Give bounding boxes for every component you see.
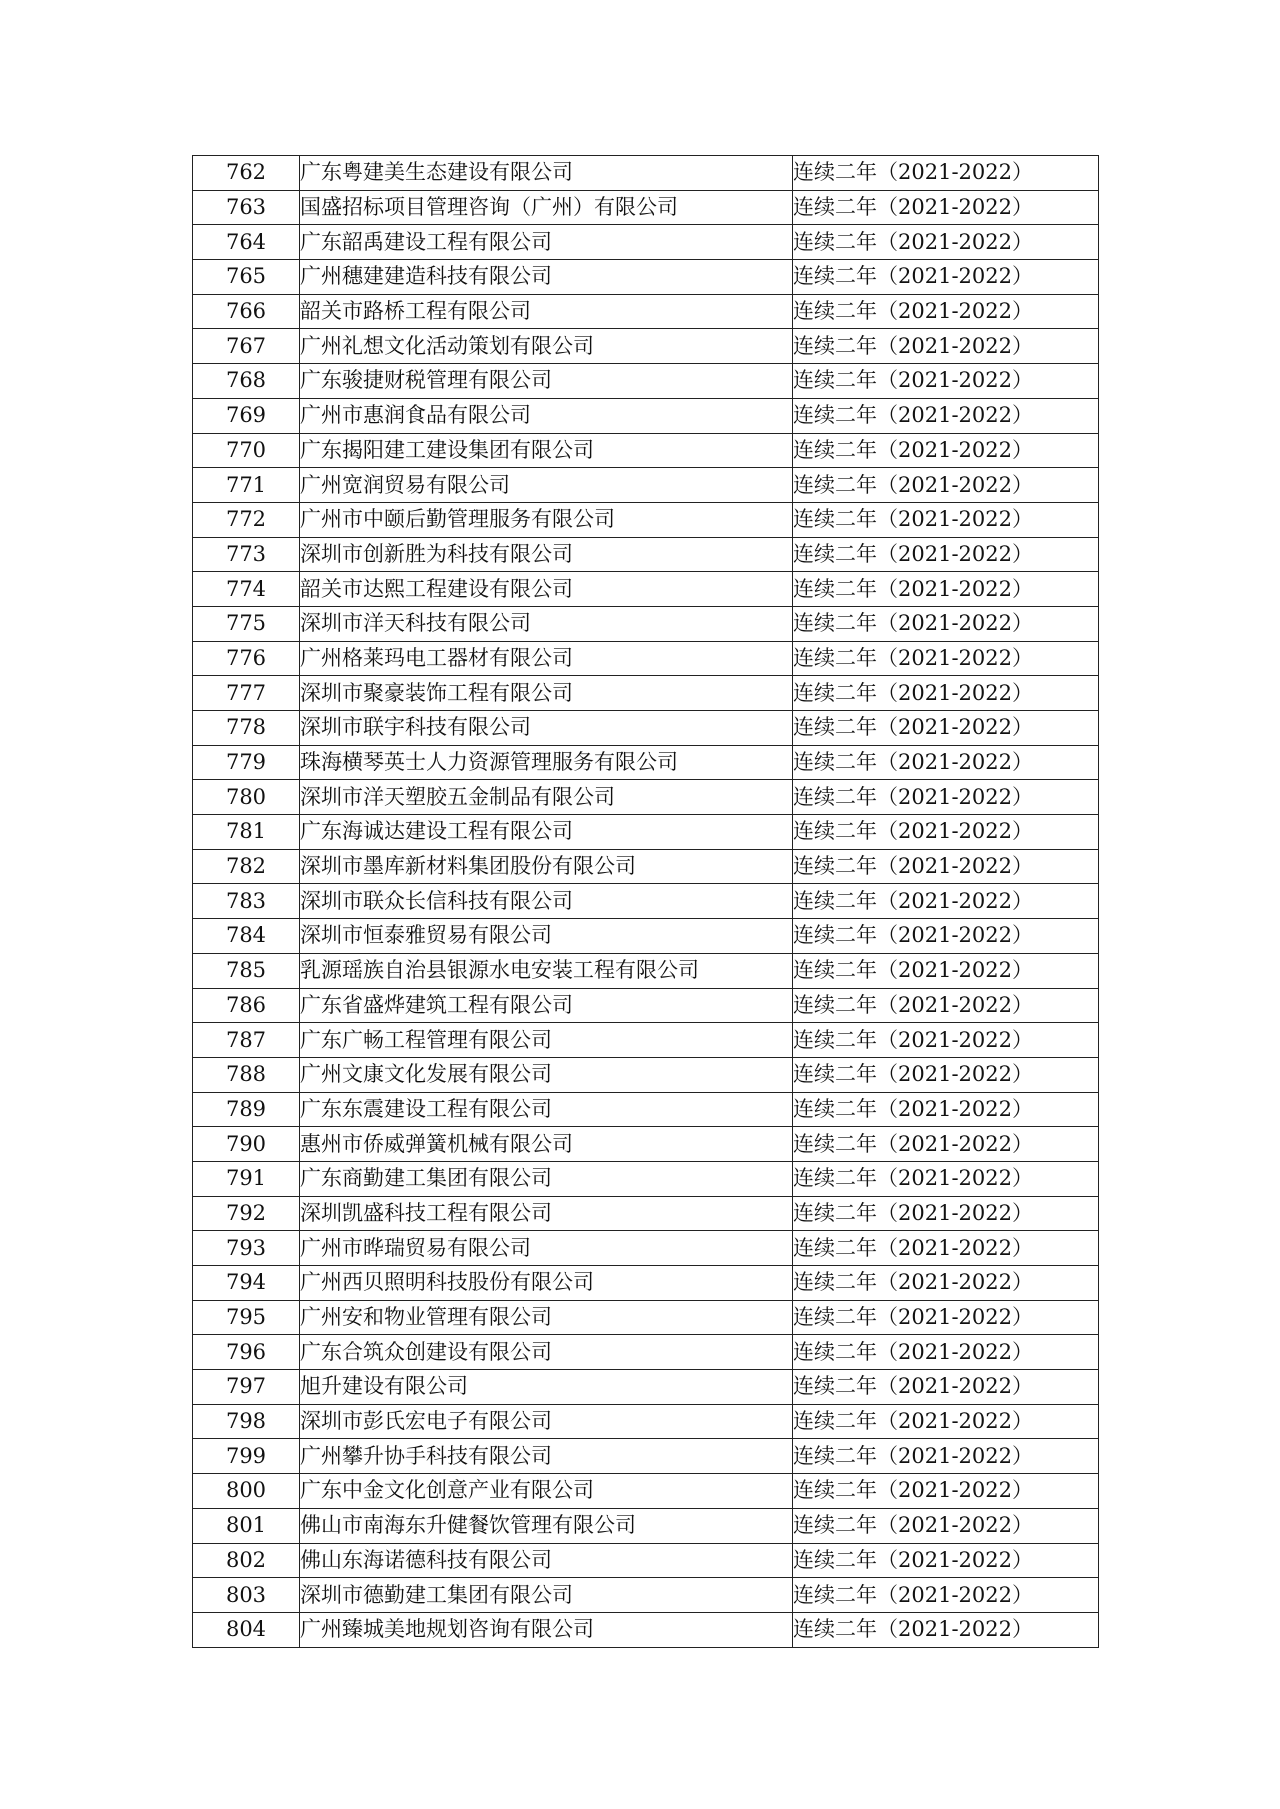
status-text: 连续二年（2021-2022）	[793, 606, 1099, 641]
company-name: 深圳市墨库新材料集团股份有限公司	[300, 849, 793, 884]
company-name: 广东合筑众创建设有限公司	[300, 1335, 793, 1370]
company-name: 广州宽润贸易有限公司	[300, 468, 793, 503]
status-text: 连续二年（2021-2022）	[793, 953, 1099, 988]
row-number: 802	[193, 1543, 300, 1578]
table-row	[193, 1231, 1099, 1266]
table-row	[193, 1439, 1099, 1474]
table-row	[193, 1578, 1099, 1613]
row-number: 763	[193, 190, 300, 225]
table-row	[193, 1057, 1099, 1092]
company-name: 深圳凯盛科技工程有限公司	[300, 1196, 793, 1231]
status-text: 连续二年（2021-2022）	[793, 815, 1099, 850]
status-text: 连续二年（2021-2022）	[793, 919, 1099, 954]
status-text: 连续二年（2021-2022）	[793, 364, 1099, 399]
table-row	[193, 676, 1099, 711]
table-row	[193, 919, 1099, 954]
row-number: 767	[193, 329, 300, 364]
company-name: 广东商勤建工集团有限公司	[300, 1161, 793, 1196]
status-text: 连续二年（2021-2022）	[793, 1266, 1099, 1301]
status-text: 连续二年（2021-2022）	[793, 780, 1099, 815]
table-row	[193, 190, 1099, 225]
status-text: 连续二年（2021-2022）	[793, 884, 1099, 919]
status-text: 连续二年（2021-2022）	[793, 1161, 1099, 1196]
status-text: 连续二年（2021-2022）	[793, 433, 1099, 468]
company-name: 广东省盛烨建筑工程有限公司	[300, 988, 793, 1023]
table-row	[193, 537, 1099, 572]
row-number: 796	[193, 1335, 300, 1370]
table-row	[193, 294, 1099, 329]
status-text: 连续二年（2021-2022）	[793, 294, 1099, 329]
company-name: 深圳市德勤建工集团有限公司	[300, 1578, 793, 1613]
status-text: 连续二年（2021-2022）	[793, 398, 1099, 433]
table-row	[193, 433, 1099, 468]
row-number: 788	[193, 1057, 300, 1092]
status-text: 连续二年（2021-2022）	[793, 1543, 1099, 1578]
status-text: 连续二年（2021-2022）	[793, 225, 1099, 260]
table-row	[193, 1092, 1099, 1127]
table-row	[193, 1127, 1099, 1162]
status-text: 连续二年（2021-2022）	[793, 1404, 1099, 1439]
table-row	[193, 1300, 1099, 1335]
status-text: 连续二年（2021-2022）	[793, 1057, 1099, 1092]
row-number: 771	[193, 468, 300, 503]
table-row	[193, 1196, 1099, 1231]
company-name: 广州穗建建造科技有限公司	[300, 260, 793, 295]
company-name: 惠州市侨威弹簧机械有限公司	[300, 1127, 793, 1162]
row-number: 772	[193, 502, 300, 537]
company-name: 深圳市彭氏宏电子有限公司	[300, 1404, 793, 1439]
row-number: 768	[193, 364, 300, 399]
company-name: 佛山东海诺德科技有限公司	[300, 1543, 793, 1578]
row-number: 801	[193, 1508, 300, 1543]
row-number: 782	[193, 849, 300, 884]
status-text: 连续二年（2021-2022）	[793, 1127, 1099, 1162]
table-row	[193, 260, 1099, 295]
company-name: 广州西贝照明科技股份有限公司	[300, 1266, 793, 1301]
status-text: 连续二年（2021-2022）	[793, 1612, 1099, 1647]
status-text: 连续二年（2021-2022）	[793, 711, 1099, 746]
company-name: 韶关市路桥工程有限公司	[300, 294, 793, 329]
table-row	[193, 1404, 1099, 1439]
table-row	[193, 641, 1099, 676]
row-number: 775	[193, 606, 300, 641]
row-number: 764	[193, 225, 300, 260]
status-text: 连续二年（2021-2022）	[793, 641, 1099, 676]
row-number: 783	[193, 884, 300, 919]
row-number: 792	[193, 1196, 300, 1231]
company-name: 韶关市达熙工程建设有限公司	[300, 572, 793, 607]
company-name: 广东粤建美生态建设有限公司	[300, 156, 793, 191]
row-number: 800	[193, 1474, 300, 1509]
table-row	[193, 225, 1099, 260]
table-row	[193, 884, 1099, 919]
status-text: 连续二年（2021-2022）	[793, 572, 1099, 607]
company-name: 广州攀升协手科技有限公司	[300, 1439, 793, 1474]
table-body	[193, 156, 1099, 1648]
company-name: 广州市晔瑞贸易有限公司	[300, 1231, 793, 1266]
status-text: 连续二年（2021-2022）	[793, 537, 1099, 572]
row-number: 778	[193, 711, 300, 746]
status-text: 连续二年（2021-2022）	[793, 1231, 1099, 1266]
row-number: 798	[193, 1404, 300, 1439]
row-number: 769	[193, 398, 300, 433]
table-row	[193, 1612, 1099, 1647]
status-text: 连续二年（2021-2022）	[793, 1300, 1099, 1335]
table-row	[193, 1335, 1099, 1370]
company-name: 广东骏捷财税管理有限公司	[300, 364, 793, 399]
company-name: 广东广畅工程管理有限公司	[300, 1023, 793, 1058]
status-text: 连续二年（2021-2022）	[793, 988, 1099, 1023]
row-number: 803	[193, 1578, 300, 1613]
company-name: 深圳市创新胜为科技有限公司	[300, 537, 793, 572]
row-number: 780	[193, 780, 300, 815]
row-number: 793	[193, 1231, 300, 1266]
table-row	[193, 780, 1099, 815]
company-name: 广州文康文化发展有限公司	[300, 1057, 793, 1092]
row-number: 804	[193, 1612, 300, 1647]
table-row	[193, 1543, 1099, 1578]
company-name: 深圳市联众长信科技有限公司	[300, 884, 793, 919]
row-number: 781	[193, 815, 300, 850]
status-text: 连续二年（2021-2022）	[793, 502, 1099, 537]
status-text: 连续二年（2021-2022）	[793, 849, 1099, 884]
status-text: 连续二年（2021-2022）	[793, 1335, 1099, 1370]
company-name: 深圳市洋天塑胶五金制品有限公司	[300, 780, 793, 815]
status-text: 连续二年（2021-2022）	[793, 745, 1099, 780]
company-name: 旭升建设有限公司	[300, 1370, 793, 1405]
company-name: 佛山市南海东升健餐饮管理有限公司	[300, 1508, 793, 1543]
status-text: 连续二年（2021-2022）	[793, 1474, 1099, 1509]
company-name: 深圳市洋天科技有限公司	[300, 606, 793, 641]
company-name: 广东揭阳建工建设集团有限公司	[300, 433, 793, 468]
row-number: 791	[193, 1161, 300, 1196]
row-number: 765	[193, 260, 300, 295]
table-row	[193, 1266, 1099, 1301]
status-text: 连续二年（2021-2022）	[793, 1508, 1099, 1543]
table-row	[193, 502, 1099, 537]
company-name: 广州礼想文化活动策划有限公司	[300, 329, 793, 364]
table-row	[193, 329, 1099, 364]
company-list-table	[192, 155, 1099, 1648]
table-row	[193, 1508, 1099, 1543]
table-row	[193, 988, 1099, 1023]
company-name: 深圳市聚豪装饰工程有限公司	[300, 676, 793, 711]
company-name: 广东韶禹建设工程有限公司	[300, 225, 793, 260]
table-row	[193, 1474, 1099, 1509]
company-name: 广州臻城美地规划咨询有限公司	[300, 1612, 793, 1647]
company-name: 广州格莱玛电工器材有限公司	[300, 641, 793, 676]
row-number: 766	[193, 294, 300, 329]
row-number: 787	[193, 1023, 300, 1058]
table-row	[193, 711, 1099, 746]
table-row	[193, 1161, 1099, 1196]
status-text: 连续二年（2021-2022）	[793, 1023, 1099, 1058]
row-number: 799	[193, 1439, 300, 1474]
company-name: 广东东震建设工程有限公司	[300, 1092, 793, 1127]
status-text: 连续二年（2021-2022）	[793, 329, 1099, 364]
company-name: 国盛招标项目管理咨询（广州）有限公司	[300, 190, 793, 225]
table-row	[193, 849, 1099, 884]
company-name: 广东中金文化创意产业有限公司	[300, 1474, 793, 1509]
row-number: 797	[193, 1370, 300, 1405]
company-name: 广州市惠润食品有限公司	[300, 398, 793, 433]
table-row	[193, 606, 1099, 641]
status-text: 连续二年（2021-2022）	[793, 676, 1099, 711]
row-number: 790	[193, 1127, 300, 1162]
row-number: 774	[193, 572, 300, 607]
row-number: 795	[193, 1300, 300, 1335]
status-text: 连续二年（2021-2022）	[793, 468, 1099, 503]
row-number: 786	[193, 988, 300, 1023]
row-number: 779	[193, 745, 300, 780]
row-number: 784	[193, 919, 300, 954]
row-number: 785	[193, 953, 300, 988]
status-text: 连续二年（2021-2022）	[793, 1439, 1099, 1474]
status-text: 连续二年（2021-2022）	[793, 260, 1099, 295]
table-row	[193, 745, 1099, 780]
row-number: 770	[193, 433, 300, 468]
status-text: 连续二年（2021-2022）	[793, 190, 1099, 225]
row-number: 762	[193, 156, 300, 191]
table-row	[193, 1370, 1099, 1405]
row-number: 789	[193, 1092, 300, 1127]
row-number: 776	[193, 641, 300, 676]
company-name: 珠海横琴英士人力资源管理服务有限公司	[300, 745, 793, 780]
table-row	[193, 815, 1099, 850]
company-name: 乳源瑶族自治县银源水电安装工程有限公司	[300, 953, 793, 988]
row-number: 777	[193, 676, 300, 711]
status-text: 连续二年（2021-2022）	[793, 1196, 1099, 1231]
status-text: 连续二年（2021-2022）	[793, 1092, 1099, 1127]
status-text: 连续二年（2021-2022）	[793, 1578, 1099, 1613]
table-row	[193, 1023, 1099, 1058]
company-name: 深圳市恒泰雅贸易有限公司	[300, 919, 793, 954]
company-name: 广东海诚达建设工程有限公司	[300, 815, 793, 850]
table-row	[193, 468, 1099, 503]
row-number: 794	[193, 1266, 300, 1301]
company-name: 广州市中颐后勤管理服务有限公司	[300, 502, 793, 537]
table-row	[193, 398, 1099, 433]
company-name: 深圳市联宇科技有限公司	[300, 711, 793, 746]
company-name: 广州安和物业管理有限公司	[300, 1300, 793, 1335]
table-row	[193, 953, 1099, 988]
table-row	[193, 364, 1099, 399]
table-row	[193, 572, 1099, 607]
status-text: 连续二年（2021-2022）	[793, 156, 1099, 191]
table-row	[193, 156, 1099, 191]
status-text: 连续二年（2021-2022）	[793, 1370, 1099, 1405]
row-number: 773	[193, 537, 300, 572]
